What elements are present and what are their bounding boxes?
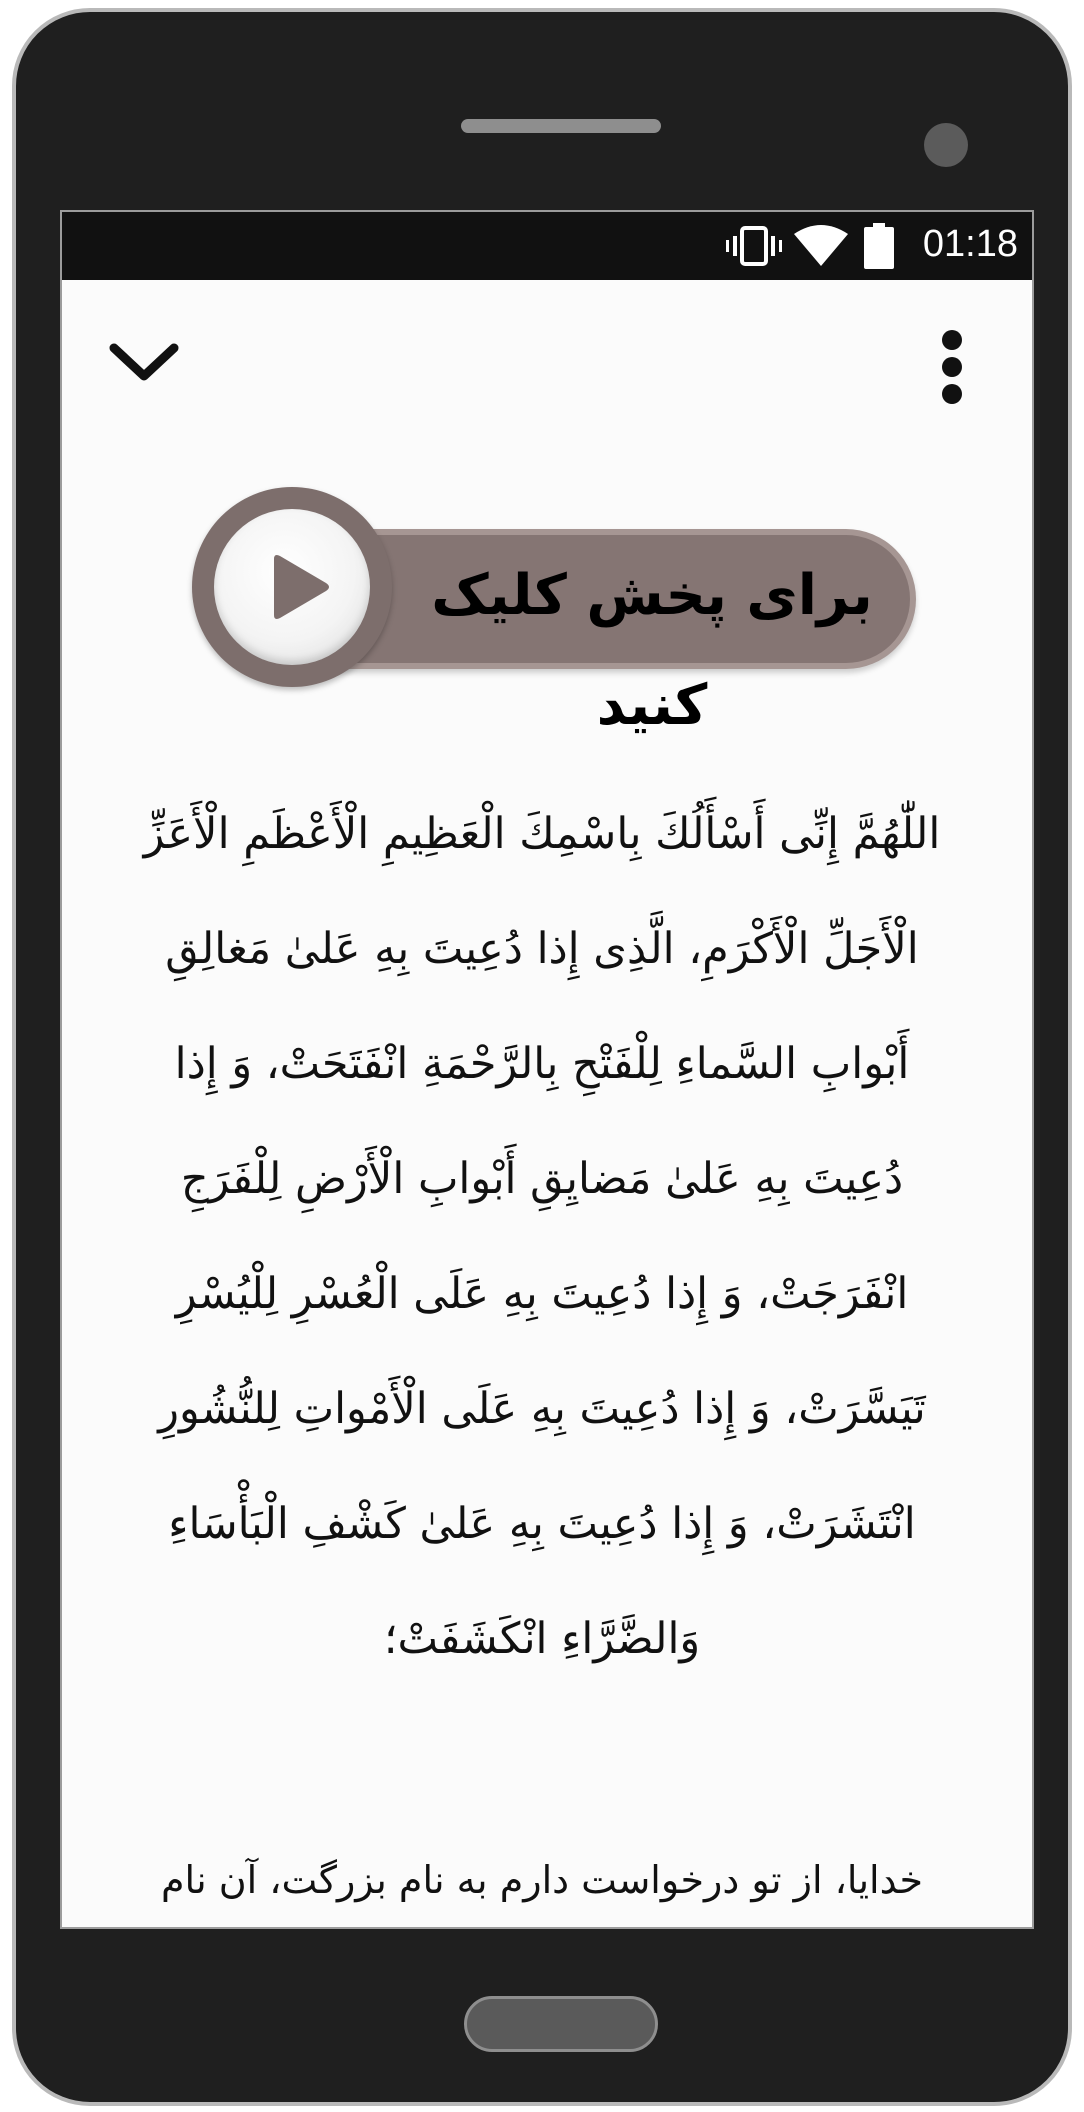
wifi-icon — [794, 224, 848, 266]
chevron-down-icon[interactable] — [108, 336, 180, 388]
status-bar — [62, 212, 1032, 280]
play-circle — [214, 509, 370, 665]
prayer-translation-text: خدایا، از تو درخواست دارم به نام بزرگت، آن نام — [160, 1858, 924, 1902]
play-banner-label: برای پخش کلیک کنید — [431, 563, 873, 738]
status-time: 01:18 — [922, 223, 1018, 265]
vibrate-icon — [726, 224, 782, 268]
phone-camera — [924, 123, 968, 167]
prayer-arabic-text: اللّٰهُمَّ إِنِّی أَسْأَلُكَ بِاسْمِكَ الْعَظِيمِ الْأَعْظَمِ الْأَعَزِّ الْأَجَلِّ الْأَكْرَمِ، الَّذِی إِذا دُعِيتَ بِهِ عَلىٰ مَغالِقِ أَبْوابِ السَّماءِ لِلْفَتْحِ بِالرَّحْمَةِ انْفَتَحَتْ، وَ إِذا دُعِيتَ بِهِ عَلىٰ مَضايِقِ أَبْوابِ الْأَرْضِ لِلْفَرَجِ انْفَرَجَتْ، وَ إِذا دُعِيتَ بِهِ عَلَى الْعُسْرِ لِلْيُسْرِ تَيَسَّرَتْ، وَ إِذا دُعِيتَ بِهِ عَلَى الْأَمْواتِ لِلنُّشُورِ انْتَشَرَتْ، وَ إِذا دُعِيتَ بِهِ عَلىٰ كَشْفِ الْبَأْسَاءِ وَالضَّرَّاءِ انْكَشَفَتْ؛ — [143, 809, 941, 1664]
play-button[interactable] — [192, 487, 916, 738]
home-button[interactable] — [464, 1996, 658, 2052]
play-icon — [266, 553, 332, 621]
more-vert-icon[interactable] — [932, 312, 972, 422]
battery-icon — [864, 223, 894, 269]
app-screen — [60, 210, 1034, 1929]
phone-speaker — [461, 119, 661, 133]
